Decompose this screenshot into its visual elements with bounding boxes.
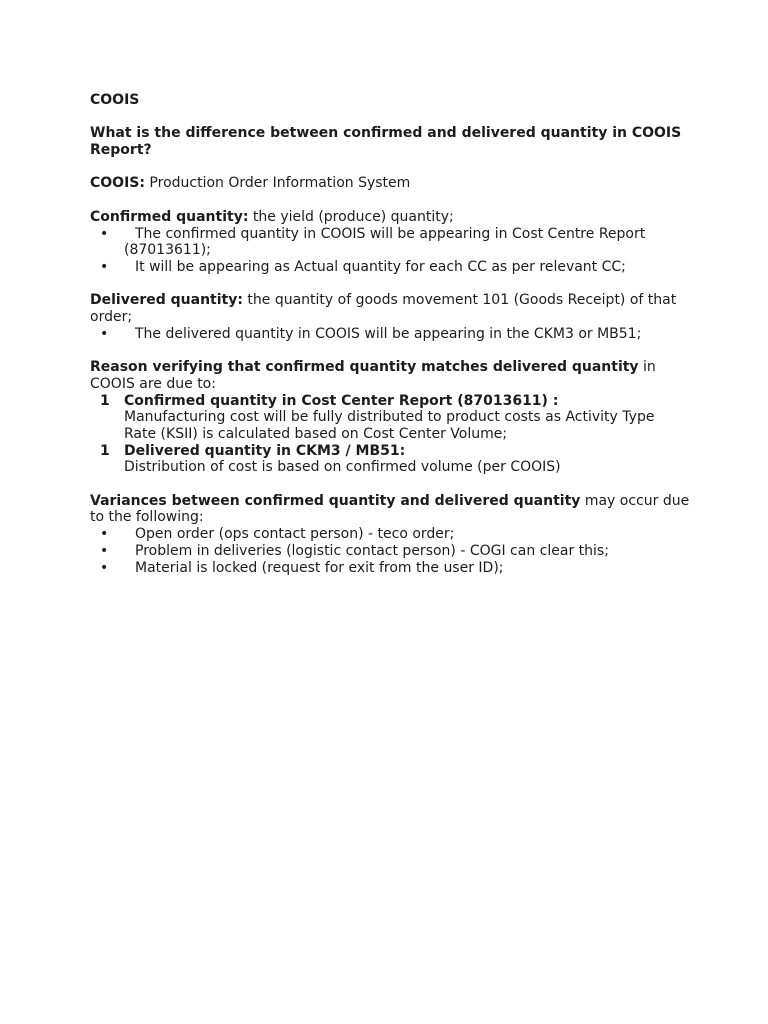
list-item: • Problem in deliveries (logistic contact person) - COGI can clear this;	[100, 542, 609, 559]
variances-list	[90, 526, 690, 576]
item-number: 1	[100, 392, 110, 409]
document-title: COOIS	[90, 92, 140, 108]
bullet-icon: •	[100, 526, 109, 543]
question-heading: What is the difference between confirmed and delivered quantity in COOIS Report?	[90, 125, 682, 159]
delivered-quantity-definition	[90, 292, 690, 325]
numbered-item	[90, 393, 690, 443]
variances-heading	[90, 493, 690, 526]
variances-text: may occur due to the following:	[90, 492, 690, 526]
bullet-icon: •	[100, 225, 109, 242]
delivered-quantity-text: the quantity of goods movement 101 (Goods Receipt) of that order;	[90, 292, 677, 326]
item-number: 1	[100, 442, 110, 459]
confirmed-quantity-list	[90, 226, 690, 276]
confirmed-quantity-definition	[90, 209, 690, 226]
item-heading: Confirmed quantity in Cost Center Report (87013611) :	[124, 392, 559, 409]
coois-definition	[90, 175, 690, 192]
document-page	[90, 92, 690, 576]
delivered-quantity-label: Delivered quantity:	[90, 292, 243, 309]
numbered-item	[90, 443, 690, 476]
bullet-icon: •	[100, 325, 109, 342]
list-item: • It will be appearing as Actual quantity for each CC as per relevant CC;	[100, 258, 626, 275]
confirmed-quantity-text: the yield (produce) quantity;	[248, 208, 454, 225]
list-item: • The delivered quantity in COOIS will be appearing in the CKM3 or MB51;	[100, 325, 642, 342]
reason-list	[90, 393, 690, 477]
delivered-quantity-list	[90, 326, 690, 343]
item-heading: Delivered quantity in CKM3 / MB51:	[124, 442, 406, 459]
list-item: • Material is locked (request for exit from the user ID);	[100, 559, 504, 576]
bullet-icon: •	[100, 542, 109, 559]
list-item: • The confirmed quantity in COOIS will be appearing in Cost Centre Report (87013611);	[100, 225, 646, 259]
variances-label: Variances between confirmed quantity and delivered quantity	[90, 492, 581, 509]
list-item: • Open order (ops contact person) - teco order;	[100, 526, 455, 543]
item-body: Distribution of cost is based on confirmed volume (per COOIS)	[124, 459, 561, 476]
coois-label: COOIS:	[90, 175, 145, 192]
reason-label: Reason verifying that confirmed quantity matches delivered quantity	[90, 359, 639, 376]
confirmed-quantity-label: Confirmed quantity:	[90, 208, 249, 225]
reason-text: in COOIS are due to:	[90, 359, 656, 392]
coois-definition-text: Production Order Information System	[144, 175, 411, 192]
reason-heading	[90, 359, 690, 392]
item-body: Manufacturing cost will be fully distributed to product costs as Activity Type Rate (KSII) is calculated based on Cost Center Volume;	[124, 409, 655, 442]
bullet-icon: •	[100, 258, 109, 275]
bullet-icon: •	[100, 559, 109, 576]
